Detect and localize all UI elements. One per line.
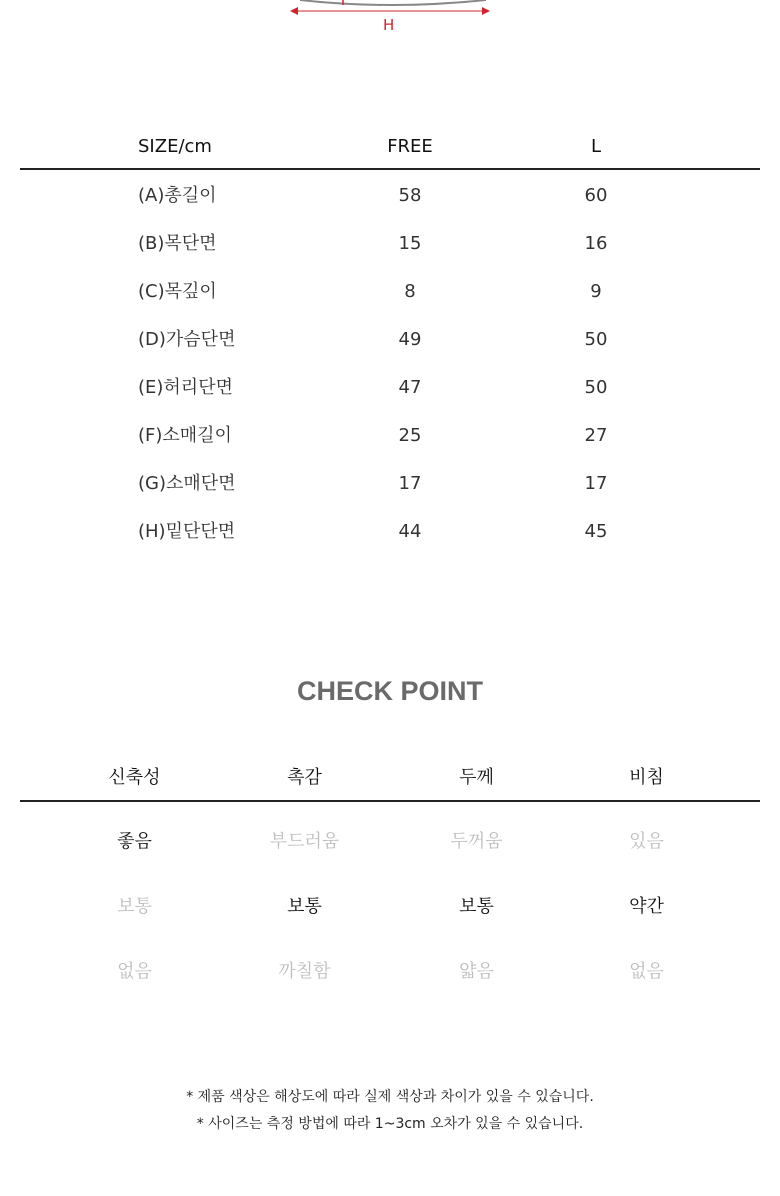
option-cell: 두꺼움 [450,831,503,852]
option-cell: 약간 [629,896,664,917]
column-thickness: 두께 [459,767,494,788]
size-table-body [20,170,760,556]
row-free: 44 [398,521,422,542]
header-l: L [590,136,602,157]
option-cell: 부드러움 [269,831,340,852]
row-l: 45 [584,521,608,542]
row-label: (E)허리단면 [138,377,233,398]
row-l: 16 [584,233,608,254]
row-free: 58 [398,185,422,206]
table-row [20,220,760,268]
table-row [20,364,760,412]
arrow-left-icon [290,7,298,15]
row-label: (F)소매길이 [138,425,232,446]
row-l: 50 [584,377,608,398]
row-free: 8 [404,281,416,302]
row-label: (D)가슴단면 [138,329,236,350]
table-row [20,460,760,508]
row-label: (G)소매단면 [138,473,236,494]
row-free: 49 [398,329,422,350]
note-color: * 제품 색상은 해상도에 따라 실제 색상과 차이가 있을 수 있습니다. [186,1089,594,1105]
notes [0,1084,780,1138]
table-row [20,316,760,364]
check-point-title: CHECK POINT [296,676,483,706]
option-cell: 없음 [117,961,152,982]
header-free: FREE [387,136,433,157]
option-cell: 얇음 [459,961,494,982]
option-cell: 좋음 [117,831,152,852]
check-point-row [20,867,760,932]
row-free: 17 [398,473,422,494]
table-row [20,508,760,556]
measure-label-h: H [383,16,395,34]
check-point-header [20,758,760,802]
row-free: 25 [398,425,422,446]
column-elasticity: 신축성 [108,767,161,788]
check-point-table [20,758,760,997]
row-l: 50 [584,329,608,350]
check-point-row [20,802,760,867]
check-point-row [20,932,760,997]
row-free: 15 [398,233,422,254]
row-l: 17 [584,473,608,494]
option-cell: 없음 [629,961,664,982]
row-l: 60 [584,185,608,206]
row-label: (B)목단면 [138,233,217,254]
header-size: SIZE/cm [138,136,212,157]
row-label: (C)목깊이 [138,281,217,302]
option-cell: 보통 [459,896,494,917]
table-row [20,268,760,316]
row-free: 47 [398,377,422,398]
note-size: * 사이즈는 측정 방법에 따라 1~3cm 오차가 있을 수 있습니다. [196,1116,584,1132]
arrow-right-icon [482,7,490,15]
row-l: 9 [590,281,602,302]
column-transparency: 비침 [629,767,664,788]
option-cell: 있음 [629,831,664,852]
garment-hem-outline [300,0,486,5]
row-label: (A)총길이 [138,185,217,206]
size-table [20,130,760,556]
row-label: (H)밑단단면 [138,521,236,542]
option-cell: 보통 [117,896,152,917]
row-l: 27 [584,425,608,446]
option-cell: 보통 [287,896,322,917]
column-texture: 촉감 [287,767,322,788]
table-row [20,172,760,220]
option-cell: 까칠함 [278,961,331,982]
table-row [20,412,760,460]
size-table-header [20,130,760,170]
